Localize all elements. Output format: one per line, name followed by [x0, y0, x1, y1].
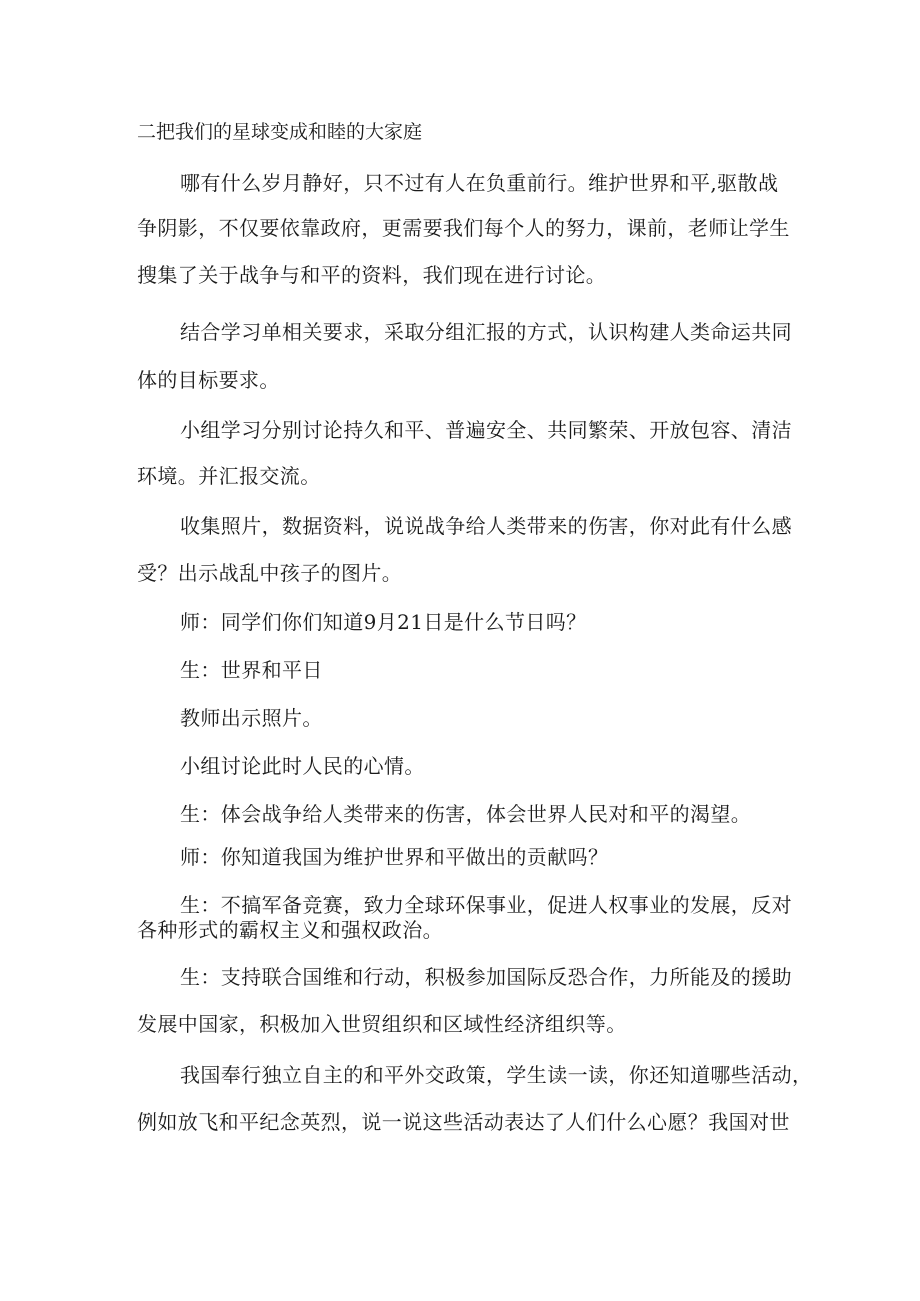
- paragraph-line: 搜集了关于战争与和平的资料，我们现在进行讨论。: [137, 263, 607, 287]
- paragraph-line: 体的目标要求。: [137, 368, 280, 392]
- paragraph-line: 受？出示战乱中孩子的图片。: [137, 561, 403, 585]
- dialogue-line: 生：体会战争给人类带来的伤害，体会世界人民对和平的渴望。: [180, 802, 752, 826]
- dialogue-line: 生：不搞军备竞赛，致力全球环保事业，促进人权事业的发展，反对: [180, 893, 792, 917]
- paragraph-line: 收集照片，数据资料，说说战争给人类带来的伤害，你对此有什么感: [180, 514, 792, 538]
- paragraph-line: 教师出示照片。: [180, 706, 323, 730]
- paragraph-line: 小组讨论此时人民的心情。: [180, 754, 425, 778]
- paragraph-line: 环境。并汇报交流。: [137, 464, 321, 488]
- paragraph-line: 结合学习单相关要求，采取分组汇报的方式，认识构建人类命运共同: [180, 320, 792, 344]
- paragraph-line: 例如放飞和平纪念英烈，说一说这些活动表达了人们什么心愿？我国对世: [137, 1110, 790, 1134]
- dialogue-line: 生：世界和平日: [180, 658, 323, 682]
- paragraph-line: 哪有什么岁月静好，只不过有人在负重前行。维护世界和平,驱散战: [180, 171, 779, 195]
- section-heading: 二把我们的星球变成和睦的大家庭: [137, 121, 423, 143]
- paragraph-line: 小组学习分别讨论持久和平、普遍安全、共同繁荣、开放包容、清洁: [180, 418, 792, 442]
- dialogue-line: 各种形式的霸权主义和强权政治。: [137, 918, 443, 942]
- dialogue-line: 师：你知道我国为维护世界和平做出的贡献吗？: [180, 845, 609, 869]
- dialogue-line: 发展中国家，积极加入世贸组织和区域性经济组织等。: [137, 1012, 627, 1036]
- dialogue-line: 师：同学们你们知道9月21日是什么节日吗？: [180, 610, 587, 634]
- paragraph-line: 争阴影，不仅要依靠政府，更需要我们每个人的努力，课前，老师让学生: [137, 216, 790, 240]
- dialogue-line: 生：支持联合国维和行动，积极参加国际反恐合作，力所能及的援助: [180, 965, 792, 989]
- paragraph-line: 我国奉行独立自主的和平外交政策，学生读一读，你还知道哪些活动，: [180, 1063, 813, 1087]
